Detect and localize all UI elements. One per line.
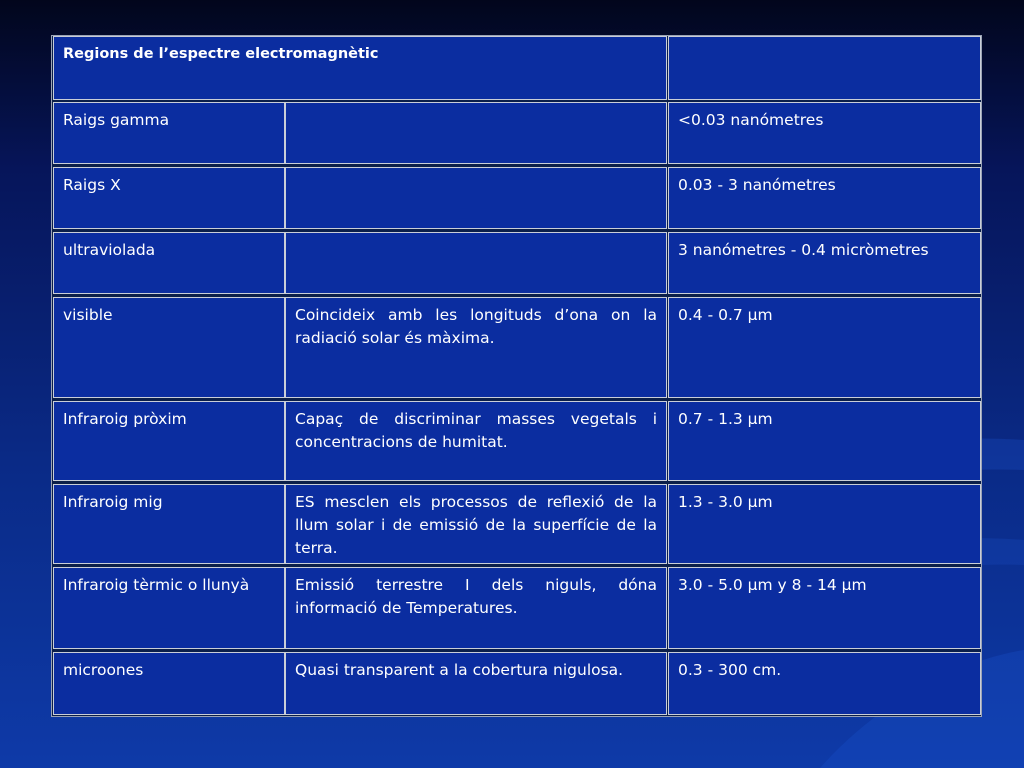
description-cell — [285, 232, 667, 294]
range-cell: 0.3 - 300 cm. — [668, 652, 981, 715]
header-empty-cell — [668, 36, 981, 100]
region-cell: visible — [53, 297, 285, 398]
description-cell: Quasi transparent a la cobertura nigulosa. — [285, 652, 667, 715]
description-cell: ES mesclen els processos de reflexió de la llum solar i de emissió de la superfície de la terra. — [285, 484, 667, 564]
description-cell: Emissió terrestre I dels niguls, dóna informació de Temperatures. — [285, 567, 667, 649]
description-cell — [285, 167, 667, 229]
range-cell: 3 nanómetres - 0.4 micròmetres — [668, 232, 981, 294]
range-cell: 3.0 - 5.0 μm y 8 - 14 μm — [668, 567, 981, 649]
range-cell: 0.4 - 0.7 μm — [668, 297, 981, 398]
range-cell: <0.03 nanómetres — [668, 102, 981, 164]
description-cell: Coincideix amb les longituds d’ona on la radiació solar és màxima. — [285, 297, 667, 398]
region-cell: ultraviolada — [53, 232, 285, 294]
region-cell: microones — [53, 652, 285, 715]
description-cell — [285, 102, 667, 164]
region-cell: Infraroig pròxim — [53, 401, 285, 481]
region-cell: Raigs X — [53, 167, 285, 229]
table-title: Regions de l’espectre electromagnètic — [53, 36, 667, 100]
region-cell: Infraroig tèrmic o llunyà — [53, 567, 285, 649]
range-cell: 0.03 - 3 nanómetres — [668, 167, 981, 229]
range-cell: 1.3 - 3.0 μm — [668, 484, 981, 564]
spectrum-table — [51, 35, 982, 717]
description-cell: Capaç de discriminar masses vegetals i concentracions de humitat. — [285, 401, 667, 481]
region-cell: Infraroig mig — [53, 484, 285, 564]
range-cell: 0.7 - 1.3 μm — [668, 401, 981, 481]
region-cell: Raigs gamma — [53, 102, 285, 164]
